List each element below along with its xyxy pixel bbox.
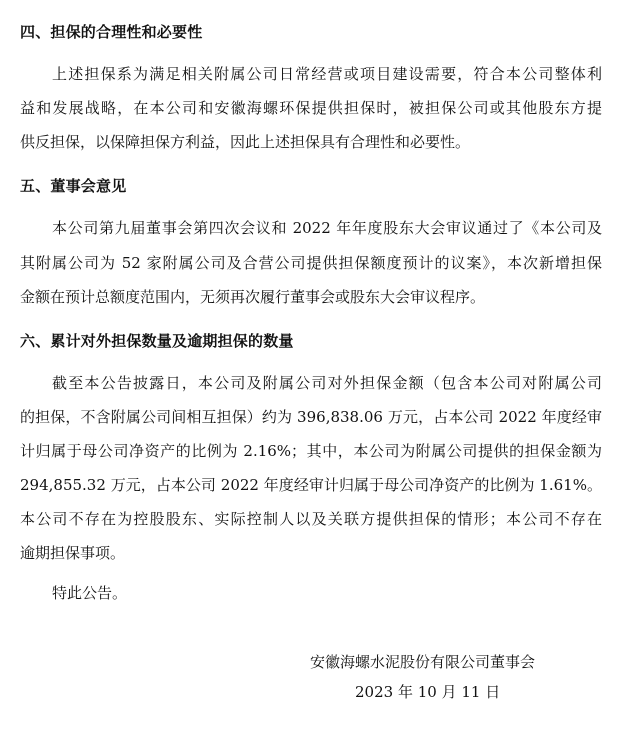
section-heading-guarantee-amount: 六、累计对外担保数量及逾期担保的数量: [20, 332, 294, 350]
closing-statement: 特此公告。: [52, 584, 128, 602]
signature-date: 2023 年 10 月 11 日: [355, 683, 501, 701]
paragraph-line: 本公司第九届董事会第四次会议和 2022 年年度股东大会审议通过了《本公司及: [52, 219, 602, 237]
section-heading-board-opinion: 五、董事会意见: [20, 177, 127, 195]
paragraph-line: 益和发展战略，在本公司和安徽海螺环保提供担保时，被担保公司或其他股东方提: [20, 99, 602, 117]
paragraph-line: 上述担保系为满足相关附属公司日常经营或项目建设需要，符合本公司整体利: [52, 65, 602, 83]
paragraph-line: 本公司不存在为控股股东、实际控制人以及关联方提供担保的情形；本公司不存在: [20, 510, 602, 528]
paragraph-line: 供反担保，以保障担保方利益，因此上述担保具有合理性和必要性。: [20, 133, 471, 151]
paragraph-line: 其附属公司为 52 家附属公司及合营公司提供担保额度预计的议案》，本次新增担保: [20, 254, 602, 272]
signature-company: 安徽海螺水泥股份有限公司董事会: [310, 653, 536, 671]
paragraph-line: 逾期担保事项。: [20, 544, 126, 562]
paragraph-line: 的担保，不含附属公司间相互担保）约为 396,838.06 万元，占本公司 2022 年度经审: [20, 408, 602, 426]
paragraph-line: 294,855.32 万元，占本公司 2022 年度经审计归属于母公司净资产的比例为 1.61%。: [20, 476, 602, 494]
paragraph-line: 截至本公告披露日，本公司及附属公司对外担保金额（包含本公司对附属公司: [52, 374, 602, 392]
section-heading-rationality: 四、担保的合理性和必要性: [20, 23, 203, 41]
paragraph-line: 计归属于母公司净资产的比例为 2.16%；其中，本公司为附属公司提供的担保金额为: [20, 442, 602, 460]
paragraph-line: 金额在预计总额度范围内，无须再次履行董事会或股东大会审议程序。: [20, 288, 486, 306]
